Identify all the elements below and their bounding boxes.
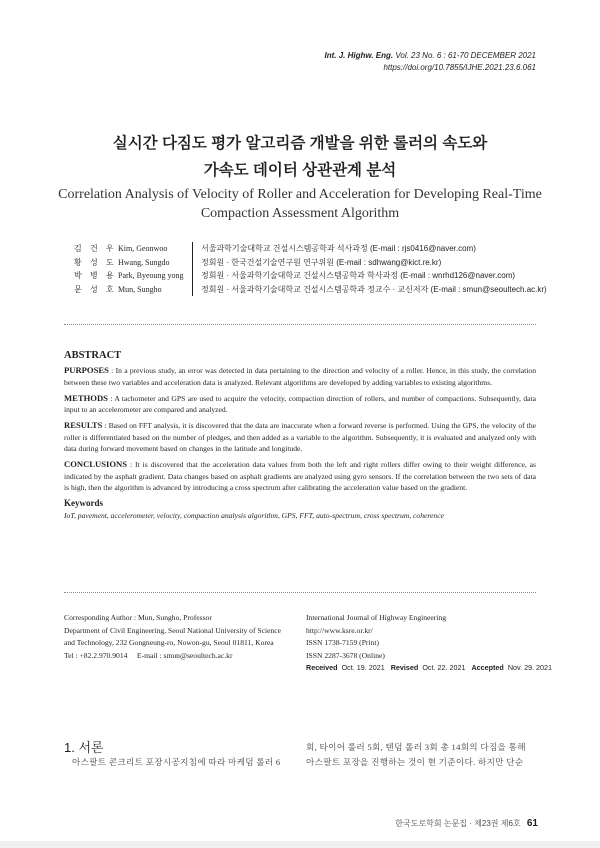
body-text-col2-line2: 아스팔트 포장을 진행하는 것이 현 기준이다. 하지만 단순 bbox=[306, 757, 524, 767]
methods-label: METHODS bbox=[64, 392, 108, 403]
corresponding-author-block bbox=[64, 612, 281, 662]
section-heading: 1. 서론 bbox=[64, 740, 104, 755]
author-english-name: Mun, Sungho bbox=[118, 284, 162, 294]
accepted-label: Accepted bbox=[471, 663, 504, 673]
author-english-name: Kim, Geonwoo bbox=[118, 244, 168, 253]
issn-online: ISSN 2287-3678 (Online) bbox=[306, 650, 385, 660]
doi-link[interactable]: https://doi.org/10.7855/IJHE.2021.23.6.061 bbox=[383, 63, 536, 72]
purposes-label: PURPOSES bbox=[64, 365, 109, 376]
body-text-col1-line1: 아스팔트 콘크리트 포장시공지침에 따라 마케덤 롤러 6 bbox=[72, 757, 281, 767]
footer-journal-issue: 한국도로학회 논문집 · 제23권 제6호 bbox=[395, 819, 521, 828]
revised-date: Oct. 22. 2021 bbox=[422, 663, 466, 673]
abstract-heading: ABSTRACT bbox=[64, 350, 122, 361]
volume-info: Vol. 23 No. 6 : 61-70 DECEMBER 2021 bbox=[395, 51, 536, 60]
author-affiliation: 정회원 · 서울과학기술대학교 건설시스템공학과 정교수 · 교신저자 (E-mail : smun@seoultech.ac.kr) bbox=[192, 283, 547, 297]
keywords-text: IoT, pavement, accelerometer, velocity, compaction analysis algorithm, GPS, FFT, auto-spectrum, cross spectrum, coherence bbox=[64, 510, 444, 520]
corresponding-author-line: Corresponding Author : Mun, Sungho, Professor bbox=[64, 613, 212, 622]
keywords-heading: Keywords bbox=[64, 498, 103, 509]
body-text-col2-line1: 회, 타이어 롤러 5회, 탠덤 롤러 3회 총 14회의 다짐을 통해 bbox=[306, 742, 526, 752]
received-label: Received bbox=[306, 663, 338, 673]
issn-print: ISSN 1738-7159 (Print) bbox=[306, 638, 379, 648]
author-korean-name: 문 성 호 bbox=[74, 284, 117, 294]
journal-url[interactable]: http://www.ksre.or.kr/ bbox=[306, 625, 373, 635]
revised-label: Revised bbox=[390, 663, 419, 673]
author-row bbox=[74, 269, 547, 283]
author-english-name: Hwang, Sungdo bbox=[118, 257, 170, 267]
author-korean-name: 황 성 도 bbox=[74, 257, 117, 267]
footer-bar bbox=[0, 841, 600, 848]
article-dates bbox=[306, 662, 556, 675]
author-list bbox=[74, 242, 547, 296]
journal-info-block bbox=[306, 612, 556, 675]
title-korean-line1: 실시간 다짐도 평가 알고리즘 개발을 위한 롤러의 속도와 bbox=[112, 135, 488, 152]
author-row bbox=[74, 283, 547, 297]
journal-full-name: International Journal of Highway Engineering bbox=[306, 613, 447, 622]
corresponding-author-line: Department of Civil Engineering, Seoul National University of Science bbox=[64, 625, 282, 635]
author-english-name: Park, Byeoung yong bbox=[118, 271, 184, 280]
corresponding-author-line: Tel : +82.2.970.9014 E-mail : smun@seoultech.ac.kr bbox=[64, 650, 233, 660]
page-number: 61 bbox=[526, 818, 538, 829]
title-korean-line2: 가속도 데이터 상관관계 분석 bbox=[203, 162, 397, 179]
conclusions-label: CONCLUSIONS bbox=[64, 459, 128, 470]
author-korean-name: 박 병 용 bbox=[74, 271, 117, 280]
conclusions-paragraph bbox=[64, 459, 536, 493]
results-paragraph bbox=[64, 420, 536, 454]
methods-text: : A tachometer and GPS are used to acquire the velocity, compaction direction of rollers, and number of compactions. Subsequently, data input to an accelerometer are compared and analyzed. bbox=[64, 393, 536, 415]
results-label: RESULTS bbox=[64, 420, 103, 431]
divider-top bbox=[64, 324, 536, 325]
author-affiliation: 정회원 · 한국건설기술연구원 연구위원 (E-mail : sdhwang@kict.re.kr) bbox=[192, 256, 441, 270]
author-korean-name: 김 건 우 bbox=[74, 244, 117, 253]
accepted-date: Nov. 29. 2021 bbox=[507, 663, 553, 673]
title-english-line1: Correlation Analysis of Velocity of Roller and Acceleration for Developing Real-Time bbox=[58, 187, 542, 202]
received-date: Oct. 19. 2021 bbox=[341, 663, 385, 673]
corresponding-author-line: and Technology, 232 Gongneung-ro, Nowon-gu, Seoul 01811, Korea bbox=[64, 638, 274, 648]
author-affiliation: 정회원 · 서울과학기술대학교 건설시스템공학과 학사과정 (E-mail : wnrhd126@naver.com) bbox=[192, 269, 515, 283]
purposes-paragraph bbox=[64, 365, 536, 388]
title-english-line2: Compaction Assessment Algorithm bbox=[200, 206, 400, 221]
author-row bbox=[74, 256, 547, 270]
divider-bottom bbox=[64, 592, 536, 593]
author-affiliation: 서울과학기술대학교 건설시스템공학과 석사과정 (E-mail : rjs0416@naver.com) bbox=[192, 242, 476, 256]
purposes-text: : In a previous study, an error was detected in data pertaining to the direction and velocity of a roller. Hence, in this study, the correlation between these two variables and acceleration data is analyzed. Relevant algorithms are developed by adding variables to existing algorithms. bbox=[64, 366, 536, 387]
methods-paragraph bbox=[64, 393, 536, 416]
conclusions-text: : It is discovered that the acceleration data values from both the left and right rollers differ owing to their weight difference, as indicated by the asphalt gradient. Data changes based on asphalt gradients are analyzed using gyro sensors. If the correlation between the two sets of data is high, then the algorithm is advanced by introducing a cross spectrum after calibrating the acceleration value based on the gradient. bbox=[64, 460, 536, 492]
page-footer bbox=[395, 818, 538, 829]
author-row bbox=[74, 242, 547, 256]
abstract-section bbox=[64, 350, 536, 521]
journal-name: Int. J. Highw. Eng. bbox=[324, 51, 394, 60]
journal-header bbox=[325, 50, 537, 74]
results-text: : Based on FFT analysis, it is discovered that the data are inaccurate when a forward reverse is performed. Using the GPS, the velocity of the roller is differentiated based on the number of pledges, and then added as a variable to the algorithm. Subsequently, it is evaluated and analyzed only with data during forward movement based on changes in the latitude and longitude. bbox=[64, 421, 536, 454]
